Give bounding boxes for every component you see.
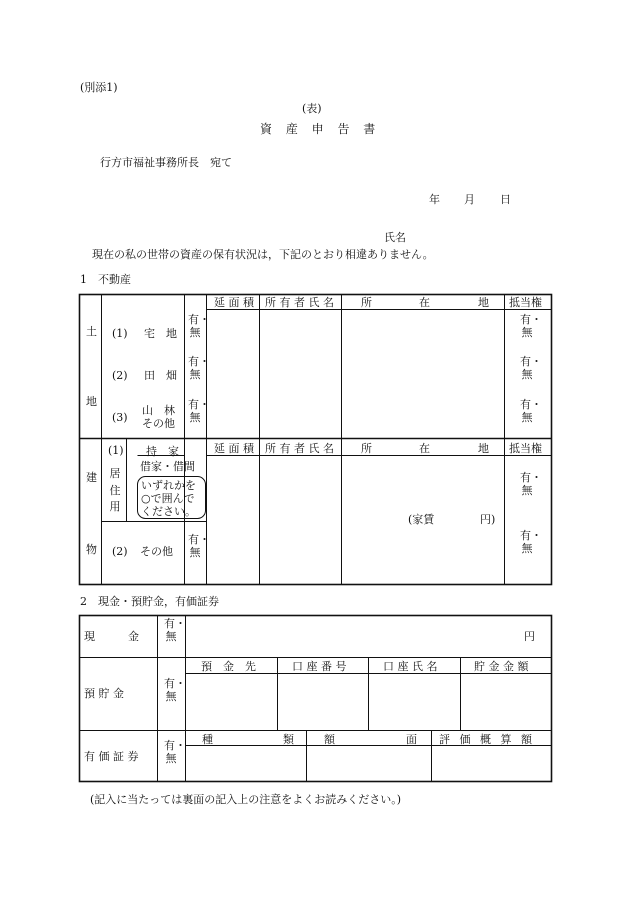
rent-label: (家賃 [408,513,435,526]
column-header-mortgage: 抵当権 [509,296,542,309]
footer-note: (記入に当たっては裏面の記入上の注意をよくお読みください。) [90,793,402,806]
form-side-label: (表) [302,102,322,115]
column-header-owner: 所 有 者 氏 名 [265,296,334,309]
land-row-mortgage: 有・無 [520,355,542,381]
rented-house-option: 借家・借間 [140,460,195,473]
column-header-location-1: 所 [361,442,372,455]
securities-col-value: 評 価 概 算 額 [439,733,535,746]
name-label: 氏名 [384,231,406,244]
column-header-location-2: 在 [419,296,430,309]
column-header-location-2: 在 [419,442,430,455]
column-header-location-3: 地 [478,442,489,455]
building-residence-kind: 居住用 [109,467,121,513]
building-other-name: その他 [140,545,173,558]
securities-presence: 有・無 [164,739,186,765]
land-row-number: (2) [112,369,128,382]
land-row-presence: 有・無 [188,313,210,339]
date-year-label: 年 [429,193,440,206]
building-residence-mortgage: 有・無 [520,471,542,497]
column-header-area: 延 面 積 [214,442,254,455]
securities-label: 有 価 証 券 [84,750,139,763]
circle-instruction-note: いずれかを ○で囲んで ください。 [141,479,196,519]
deposit-col-account-number: 口 座 番 号 [292,660,347,673]
securities-col-face-2: 面 [406,733,417,746]
document-title: 資 産 申 告 書 [260,122,381,136]
land-label-bottom: 地 [86,395,97,408]
land-row-name: 山 林 その他 [142,404,175,431]
column-header-location-3: 地 [478,296,489,309]
cash-unit: 円 [524,630,535,643]
land-label-top: 土 [86,325,97,338]
securities-col-type-1: 種 [202,733,213,746]
land-row-name: 宅 地 [144,327,177,340]
building-label-top: 建 [86,471,97,484]
building-label-bottom: 物 [86,543,97,556]
deposit-col-bank: 預 金 先 [201,660,256,673]
owned-house-option: 持 家 [146,445,179,458]
building-row-number: (2) [112,545,128,558]
land-row-presence: 有・無 [188,355,210,381]
land-row-name: 田 畑 [144,369,177,382]
land-row-presence: 有・無 [188,398,210,424]
column-header-area: 延 面 積 [214,296,254,309]
land-row-mortgage: 有・無 [520,398,542,424]
cash-presence: 有・無 [164,617,186,643]
building-other-presence: 有・無 [188,533,210,559]
declaration-statement: 現在の私の世帯の資産の保有状況は，下記のとおり相違ありません。 [92,248,434,261]
date-month-label: 月 [464,193,475,206]
deposit-col-amount: 貯 金 金 額 [474,660,529,673]
deposit-presence: 有・無 [164,677,186,703]
addressee: 行方市福祉事務所長 宛て [100,156,232,169]
column-header-owner: 所 有 者 氏 名 [265,442,334,455]
cash-label: 現 金 [84,630,139,643]
section-real-estate-title: 1 不動産 [80,273,131,286]
securities-col-face-1: 額 [324,733,335,746]
securities-col-type-2: 類 [283,733,294,746]
column-header-mortgage: 抵当権 [509,442,542,455]
land-row-number: (1) [112,327,128,340]
building-other-mortgage: 有・無 [520,529,542,555]
section-cash-title: 2 現金・預貯金，有価証券 [80,595,219,608]
land-row-number: (3) [112,411,128,424]
land-row-mortgage: 有・無 [520,313,542,339]
rent-unit: 円) [480,513,496,526]
deposit-label: 預 貯 金 [84,687,124,700]
deposit-col-account-name: 口 座 氏 名 [383,660,438,673]
attachment-label: (別添1) [80,81,118,94]
building-row-number: (1) [108,444,124,457]
column-header-location-1: 所 [361,296,372,309]
date-day-label: 日 [500,193,511,206]
